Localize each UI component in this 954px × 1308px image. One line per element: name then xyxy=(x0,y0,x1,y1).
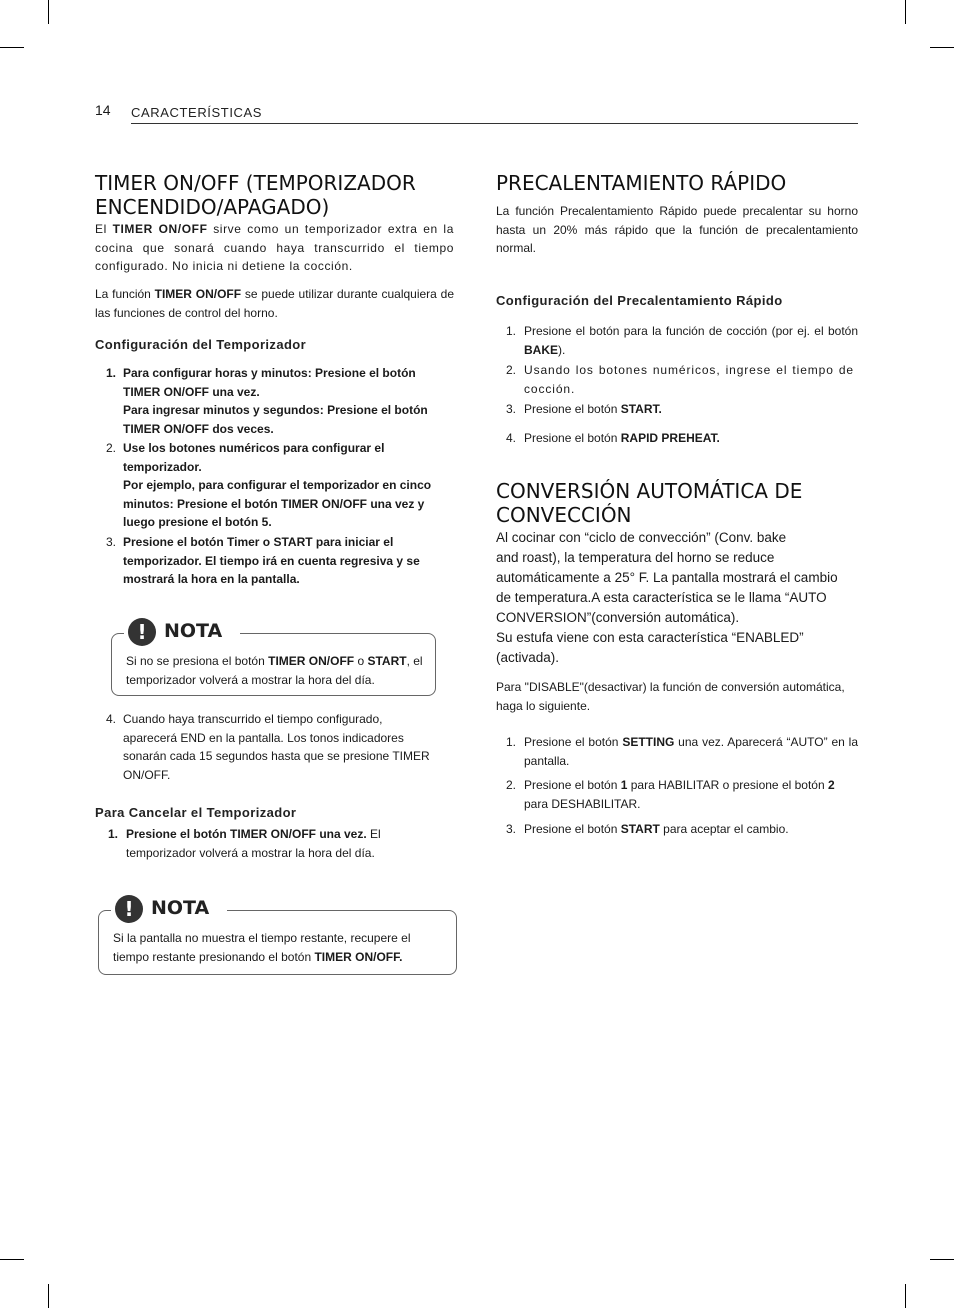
step-number: 1. xyxy=(108,827,119,841)
text: 2 xyxy=(827,778,835,792)
note-header xyxy=(111,895,227,925)
step-text: Cuando haya transcurrido el tiempo configurado, aparecerá END en la pantalla. Los tonos indicadores sonarán cada 15 segundos hasta que se presione TIMER ON/OFF. xyxy=(123,712,430,782)
text: Si no se presiona el botón xyxy=(126,654,269,668)
crop-mark xyxy=(48,0,49,24)
step-number: 3. xyxy=(506,402,517,416)
step-number: 2. xyxy=(506,363,517,377)
text: una vez. Aparecerá “AUTO” en la pantalla. xyxy=(524,735,858,768)
auto-convection-text xyxy=(496,528,858,668)
crop-mark xyxy=(930,47,954,48)
text: El temporizador volverá a mostrar la hora del día. xyxy=(126,827,381,860)
page-number: 14 xyxy=(95,102,111,118)
text: para aceptar el cambio. xyxy=(659,822,789,836)
step-text xyxy=(524,429,858,448)
step-number: 1. xyxy=(506,324,517,338)
text: 1 xyxy=(620,778,628,792)
note-label: NOTA xyxy=(164,620,223,642)
text: Presione el botón xyxy=(524,431,621,445)
step-number: 1. xyxy=(106,366,117,380)
note-text xyxy=(126,652,426,689)
text: Presione el botón para la función de cocción (por ej. el botón xyxy=(524,324,858,338)
text: Presione el botón xyxy=(524,822,621,836)
text: La función xyxy=(95,287,155,301)
rapid-preheat-intro: La función Precalentamiento Rápido puede precalentar su horno hasta un 20% más rápido que la función de precalentamiento normal. xyxy=(496,204,858,255)
text: Presione el botón TIMER ON/OFF una vez. xyxy=(126,827,367,841)
text: Si la pantalla no muestra el tiempo restante, recupere el tiempo restante presionando el botón xyxy=(113,931,411,964)
text: TIMER ON/OFF xyxy=(268,654,355,668)
text: El xyxy=(95,222,113,236)
step-number: 2. xyxy=(106,441,117,455)
text: RAPID PREHEAT. xyxy=(620,431,720,445)
step-text xyxy=(524,400,858,419)
timer-title: TIMER ON/OFF (TEMPORIZADOR ENCENDIDO/APAGADO) xyxy=(95,171,416,219)
step-number: 3. xyxy=(506,822,517,836)
crop-mark xyxy=(0,1259,24,1260)
auto-convection-title: CONVERSIÓN AUTOMÁTICA DE CONVECCIÓN xyxy=(496,479,803,527)
text: Presione el botón xyxy=(524,778,621,792)
text: Presione el botón TIMER ON/OFF dos veces. xyxy=(123,403,428,436)
text: para DESHABILITAR. xyxy=(524,796,641,811)
text: para HABILITAR o presione el botón xyxy=(627,778,828,792)
text: o xyxy=(354,654,368,668)
text: SETTING xyxy=(622,735,675,749)
step-text: Usando los botones numéricos, ingrese el tiempo de cocción. xyxy=(524,363,854,396)
timer-config-heading: Configuración del Temporizador xyxy=(95,337,307,352)
disable-instructions: Para "DISABLE"(desactivar) la función de conversión automática, haga lo siguiente. xyxy=(496,680,845,713)
text: START. xyxy=(620,402,662,416)
text: , el temporizador volverá a mostrar la hora del día. xyxy=(126,654,423,687)
timer-button-ref: TIMER ON/OFF xyxy=(112,222,208,236)
note-header xyxy=(124,618,240,648)
note-text xyxy=(113,929,448,966)
text: Por ejemplo, para configurar el temporizador en cinco minutos: Presione el botón TIMER ON/OFF una vez y luego presione el botón 5. xyxy=(123,478,432,529)
crop-mark xyxy=(930,1259,954,1260)
step-text xyxy=(524,322,858,359)
cancel-timer-heading: Para Cancelar el Temporizador xyxy=(95,805,297,820)
step-text xyxy=(123,439,453,532)
step-number: 4. xyxy=(506,431,517,445)
rapid-preheat-title: PRECALENTAMIENTO RÁPIDO xyxy=(496,171,787,195)
timer-intro xyxy=(95,220,454,276)
step-text xyxy=(123,364,453,438)
timer-usage xyxy=(95,285,454,322)
crop-mark xyxy=(0,47,24,48)
step-text: Presione el botón Timer o START para iniciar el temporizador. El tiempo irá en cuenta regresiva y se mostrará la hora en la pantalla. xyxy=(123,535,420,586)
section-title: CARACTERÍSTICAS xyxy=(131,105,263,120)
text: START xyxy=(620,822,660,836)
text-line: Su estufa viene con esta característica “ENABLED” xyxy=(496,630,804,645)
text: Use los botones numéricos para configurar el temporizador. xyxy=(123,441,385,474)
step-text xyxy=(126,825,406,862)
timer-button-ref: TIMER ON/OFF xyxy=(154,287,242,301)
text: START xyxy=(367,654,407,668)
text-line: de temperatura.A esta característica se le llama “AUTO xyxy=(496,590,827,605)
step-number: 1. xyxy=(506,735,517,749)
text: Presione el botón xyxy=(524,735,623,749)
note-label: NOTA xyxy=(151,897,210,919)
rapid-preheat-config-heading: Configuración del Precalentamiento Rápido xyxy=(496,293,783,308)
text-line: CONVERSION”(conversión automática). xyxy=(496,610,740,625)
text-line: automáticamente a 25° F. La pantalla mostrará el cambio xyxy=(496,570,838,585)
text: Para configurar horas y minutos: xyxy=(123,366,316,380)
text: Para ingresar minutos y segundos: xyxy=(123,403,328,417)
text-line: (activada). xyxy=(496,650,560,665)
step-number: 4. xyxy=(106,712,117,726)
text: Presione el botón xyxy=(524,402,621,416)
step-text xyxy=(524,820,858,839)
text: TIMER ON/OFF. xyxy=(314,949,403,964)
text: BAKE xyxy=(524,342,559,357)
crop-mark xyxy=(48,1284,49,1308)
header-rule xyxy=(131,123,858,124)
step-text xyxy=(524,776,858,813)
text: sirve como un temporizador extra en la cocina que sonará cuando haya transcurrido el tiempo configurado. No inicia ni detiene la cocción. xyxy=(95,222,454,273)
exclamation-icon: ! xyxy=(128,618,156,646)
crop-mark xyxy=(905,1284,906,1308)
text: Presione el botón TIMER ON/OFF una vez. xyxy=(123,366,416,399)
text: se puede utilizar durante cualquiera de las funciones de control del horno. xyxy=(95,287,454,320)
text: ). xyxy=(558,342,566,357)
step-number: 2. xyxy=(506,778,517,792)
text-line: and roast), la temperatura del horno se reduce xyxy=(496,550,775,565)
text-line: Al cocinar con “ciclo de convección” (Conv. bake xyxy=(496,530,787,545)
crop-mark xyxy=(905,0,906,24)
step-text xyxy=(524,733,858,770)
exclamation-icon: ! xyxy=(115,895,143,923)
step-number: 3. xyxy=(106,535,117,549)
